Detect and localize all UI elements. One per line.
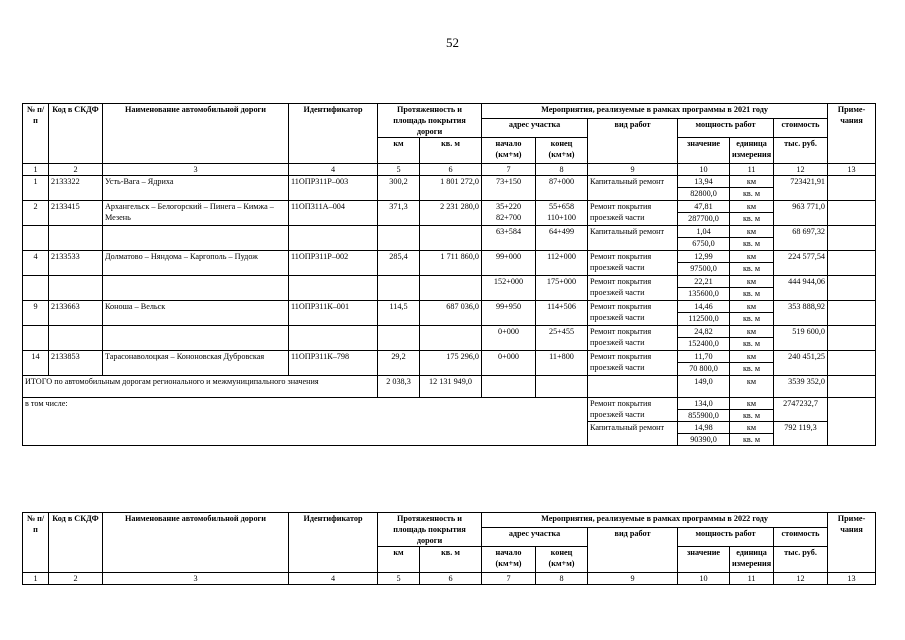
cell-name	[103, 326, 289, 351]
cell-notes	[828, 276, 876, 301]
cell-sqm	[420, 276, 482, 301]
cell-end: 112+000	[536, 251, 588, 276]
cell-start: 99+000	[482, 251, 536, 276]
incl-val1: 14,98	[694, 423, 713, 432]
col-number: 8	[536, 573, 588, 585]
cell-end: 114+506	[536, 301, 588, 326]
program-2021-table	[22, 103, 876, 446]
cell-val1: 12,99	[694, 252, 713, 261]
cell-notes	[828, 351, 876, 376]
cell-val2: 6750,0	[678, 237, 729, 249]
header-road-name: Наименование автомобильной дороги	[103, 513, 289, 573]
cell-n	[23, 276, 49, 301]
header-cost-unit: тыс. руб.	[774, 547, 828, 573]
cell-work: Ремонт покрытия проезжей части	[588, 251, 678, 276]
cell-code: 2133322	[49, 176, 103, 201]
cell-id	[289, 276, 378, 301]
col-number: 4	[289, 573, 378, 585]
incl-cost: 2747232,7	[774, 398, 828, 422]
cell-n: 1	[23, 176, 49, 201]
incl-cost: 792 119,3	[774, 422, 828, 446]
cell-start: 35+220 82+700	[482, 201, 536, 226]
cell-val1: 22,21	[694, 277, 713, 286]
header-cost-unit: тыс. руб.	[774, 138, 828, 164]
incl-work: Ремонт покрытия проезжей части	[588, 398, 678, 422]
incl-unit1: км	[746, 423, 757, 432]
table-row	[23, 226, 876, 251]
column-numbers-row	[23, 573, 876, 585]
col-number: 4	[289, 164, 378, 176]
col-number: 12	[774, 573, 828, 585]
cell-val1: 14,46	[694, 302, 713, 311]
cell-unit2: кв. м	[730, 362, 773, 374]
header-value: значение	[678, 138, 730, 164]
total-unit: км	[730, 376, 774, 398]
col-number: 10	[678, 573, 730, 585]
cell-work: Капитальный ремонт	[588, 176, 678, 201]
cell-sqm: 175 296,0	[420, 351, 482, 376]
cell-sqm: 687 036,0	[420, 301, 482, 326]
incl-unit2: кв. м	[730, 409, 773, 421]
cell-start: 152+000	[482, 276, 536, 301]
cell-code: 2133853	[49, 351, 103, 376]
col-number: 5	[378, 573, 420, 585]
cell-n: 2	[23, 201, 49, 226]
cell-unit1: км	[746, 227, 757, 236]
cell-val1: 1,04	[696, 227, 711, 236]
header-identifier: Идентификатор	[289, 513, 378, 573]
header-end: конец (км+м)	[536, 138, 588, 164]
cell-cost: 444 944,06	[774, 276, 828, 301]
header-km: км	[378, 138, 420, 164]
header-work-type: вид работ	[588, 119, 678, 164]
header-events-2022: Мероприятия, реализуемые в рамках программы в 2022 году	[482, 513, 828, 528]
total-value: 149,0	[678, 376, 730, 398]
header-num: № п/п	[23, 513, 49, 573]
cell-unit2: кв. м	[730, 312, 773, 324]
cell-unit1: км	[746, 177, 757, 186]
col-number: 8	[536, 164, 588, 176]
cell-unit1: км	[746, 352, 757, 361]
cell-work: Ремонт покрытия проезжей части	[588, 276, 678, 301]
cell-n	[23, 226, 49, 251]
header-address: адрес участка	[482, 119, 588, 138]
cell-sqm: 2 231 280,0	[420, 201, 482, 226]
cell-unit2: кв. м	[730, 237, 773, 249]
cell-sqm: 1 711 860,0	[420, 251, 482, 276]
cell-notes	[828, 201, 876, 226]
header-cost: стоимость	[774, 528, 828, 547]
table-row	[23, 251, 876, 276]
incl-val1: 134,0	[694, 399, 713, 408]
cell-work: Капитальный ремонт	[588, 226, 678, 251]
cell-cost: 723421,91	[774, 176, 828, 201]
cell-start: 73+150	[482, 176, 536, 201]
cell-notes	[828, 176, 876, 201]
cell-unit2: кв. м	[730, 187, 773, 199]
table-row	[23, 201, 876, 226]
col-number: 13	[828, 573, 876, 585]
cell-code: 2133533	[49, 251, 103, 276]
cell-start: 63+584	[482, 226, 536, 251]
cell-unit2: кв. м	[730, 212, 773, 224]
header-capacity: мощность работ	[678, 528, 774, 547]
header-end: конец (км+м)	[536, 547, 588, 573]
cell-n: 4	[23, 251, 49, 276]
col-number: 6	[420, 573, 482, 585]
header-length: Протяженность и площадь покрытия дороги	[378, 104, 482, 138]
cell-val2: 82800,0	[678, 187, 729, 199]
cell-code	[49, 326, 103, 351]
cell-work: Ремонт покрытия проезжей части	[588, 351, 678, 376]
cell-val1: 24,82	[694, 327, 713, 336]
total-sqm: 12 131 949,0	[420, 376, 482, 398]
col-number: 1	[23, 164, 49, 176]
cell-km	[378, 326, 420, 351]
col-number: 7	[482, 573, 536, 585]
cell-cost: 240 451,25	[774, 351, 828, 376]
header-notes: Приме-чания	[828, 513, 876, 573]
cell-val1: 11,70	[694, 352, 713, 361]
cell-id	[289, 226, 378, 251]
cell-id: 11ОПР311Р–003	[289, 176, 378, 201]
cell-val1: 13,94	[694, 177, 713, 186]
header-km: км	[378, 547, 420, 573]
cell-sqm	[420, 326, 482, 351]
col-number: 12	[774, 164, 828, 176]
cell-km	[378, 276, 420, 301]
col-number: 11	[730, 164, 774, 176]
header-notes: Приме-чания	[828, 104, 876, 164]
table-row	[23, 326, 876, 351]
cell-val1: 47,81	[694, 202, 713, 211]
column-numbers-row	[23, 164, 876, 176]
incl-unit2: кв. м	[730, 433, 773, 445]
cell-val2: 152400,0	[678, 337, 729, 349]
header-capacity: мощность работ	[678, 119, 774, 138]
cell-sqm: 1 801 272,0	[420, 176, 482, 201]
cell-end: 55+658 110+100	[536, 201, 588, 226]
cell-notes	[828, 326, 876, 351]
cell-end: 64+499	[536, 226, 588, 251]
cell-val2: 135600,0	[678, 287, 729, 299]
col-number: 3	[103, 573, 289, 585]
cell-name: Коноша – Вельск	[103, 301, 289, 326]
cell-id: 11ОПР311К–798	[289, 351, 378, 376]
cell-n: 14	[23, 351, 49, 376]
cell-val2: 287700,0	[678, 212, 729, 224]
cell-start: 0+000	[482, 326, 536, 351]
table-row	[23, 276, 876, 301]
incl-work: Капитальный ремонт	[588, 422, 678, 446]
header-road-name: Наименование автомобильной дороги	[103, 104, 289, 164]
cell-notes	[828, 226, 876, 251]
cell-name: Тарасонаволоцкая – Кононовская Дубровская	[103, 351, 289, 376]
col-number: 10	[678, 164, 730, 176]
total-cost: 3539 352,0	[774, 376, 828, 398]
col-number: 11	[730, 573, 774, 585]
cell-work: Ремонт покрытия проезжей части	[588, 326, 678, 351]
cell-work: Ремонт покрытия проезжей части	[588, 201, 678, 226]
cell-cost: 353 888,92	[774, 301, 828, 326]
header-length: Протяженность и площадь покрытия дороги	[378, 513, 482, 547]
cell-start: 0+000	[482, 351, 536, 376]
incl-unit1: км	[746, 399, 757, 408]
cell-code	[49, 226, 103, 251]
cell-unit1: км	[746, 277, 757, 286]
cell-notes	[828, 251, 876, 276]
total-label: ИТОГО по автомобильным дорогам регионального и межмуниципального значения	[23, 376, 378, 398]
cell-km: 285,4	[378, 251, 420, 276]
header-cost: стоимость	[774, 119, 828, 138]
cell-name: Усть-Вага – Ядриха	[103, 176, 289, 201]
cell-unit2: кв. м	[730, 262, 773, 274]
cell-name	[103, 226, 289, 251]
cell-unit2: кв. м	[730, 287, 773, 299]
cell-unit1: км	[746, 302, 757, 311]
cell-name: Долматово – Няндома – Каргополь – Пудож	[103, 251, 289, 276]
cell-code	[49, 276, 103, 301]
cell-cost: 68 697,32	[774, 226, 828, 251]
cell-unit1: км	[746, 327, 757, 336]
cell-km: 300,2	[378, 176, 420, 201]
cell-end: 11+800	[536, 351, 588, 376]
col-number: 5	[378, 164, 420, 176]
program-2022-table	[22, 512, 876, 585]
cell-id	[289, 326, 378, 351]
col-number: 9	[588, 573, 678, 585]
header-sqm: кв. м	[420, 138, 482, 164]
header-address: адрес участка	[482, 528, 588, 547]
cell-id: 11ОПР311К–001	[289, 301, 378, 326]
col-number: 1	[23, 573, 49, 585]
incl-val2: 90390,0	[678, 433, 729, 445]
cell-km: 114,5	[378, 301, 420, 326]
incl-label: в том числе:	[23, 398, 588, 446]
cell-unit2: кв. м	[730, 337, 773, 349]
cell-km: 29,2	[378, 351, 420, 376]
table-row	[23, 351, 876, 376]
cell-name: Архангельск – Белогорский – Пинега – Кимжа – Мезень	[103, 201, 289, 226]
cell-cost: 224 577,54	[774, 251, 828, 276]
header-sqm: кв. м	[420, 547, 482, 573]
cell-km: 371,3	[378, 201, 420, 226]
col-number: 6	[420, 164, 482, 176]
cell-code: 2133663	[49, 301, 103, 326]
header-unit: единица измерения	[730, 138, 774, 164]
cell-id: 11ОП311А–004	[289, 201, 378, 226]
header-code: Код в СКДФ	[49, 513, 103, 573]
header-code: Код в СКДФ	[49, 104, 103, 164]
total-km: 2 038,3	[378, 376, 420, 398]
cell-end: 25+455	[536, 326, 588, 351]
col-number: 3	[103, 164, 289, 176]
col-number: 2	[49, 164, 103, 176]
cell-notes	[828, 301, 876, 326]
incl-row	[23, 398, 876, 422]
col-number: 9	[588, 164, 678, 176]
cell-unit1: км	[746, 202, 757, 211]
header-identifier: Идентификатор	[289, 104, 378, 164]
header-work-type: вид работ	[588, 528, 678, 573]
cell-cost: 963 771,0	[774, 201, 828, 226]
cell-code: 2133415	[49, 201, 103, 226]
header-unit: единица измерения	[730, 547, 774, 573]
cell-val2: 70 800,0	[678, 362, 729, 374]
cell-name	[103, 276, 289, 301]
header-start: начало (км+м)	[482, 547, 536, 573]
cell-sqm	[420, 226, 482, 251]
cell-n: 9	[23, 301, 49, 326]
cell-start: 99+950	[482, 301, 536, 326]
cell-cost: 519 600,0	[774, 326, 828, 351]
cell-unit1: км	[746, 252, 757, 261]
header-num: № п/п	[23, 104, 49, 164]
cell-work: Ремонт покрытия проезжей части	[588, 301, 678, 326]
header-events: Мероприятия, реализуемые в рамках программы в 2021 году	[482, 104, 828, 119]
total-row	[23, 376, 876, 398]
table-row	[23, 301, 876, 326]
cell-km	[378, 226, 420, 251]
header-value: значение	[678, 547, 730, 573]
col-number: 7	[482, 164, 536, 176]
page-number: 52	[446, 35, 459, 50]
cell-n	[23, 326, 49, 351]
incl-val2: 855900,0	[678, 409, 729, 421]
cell-end: 87+000	[536, 176, 588, 201]
col-number: 13	[828, 164, 876, 176]
col-number: 2	[49, 573, 103, 585]
header-start: начало (км+м)	[482, 138, 536, 164]
cell-end: 175+000	[536, 276, 588, 301]
cell-val2: 97500,0	[678, 262, 729, 274]
table-row	[23, 176, 876, 201]
cell-val2: 112500,0	[678, 312, 729, 324]
cell-id: 11ОПР311Р–002	[289, 251, 378, 276]
